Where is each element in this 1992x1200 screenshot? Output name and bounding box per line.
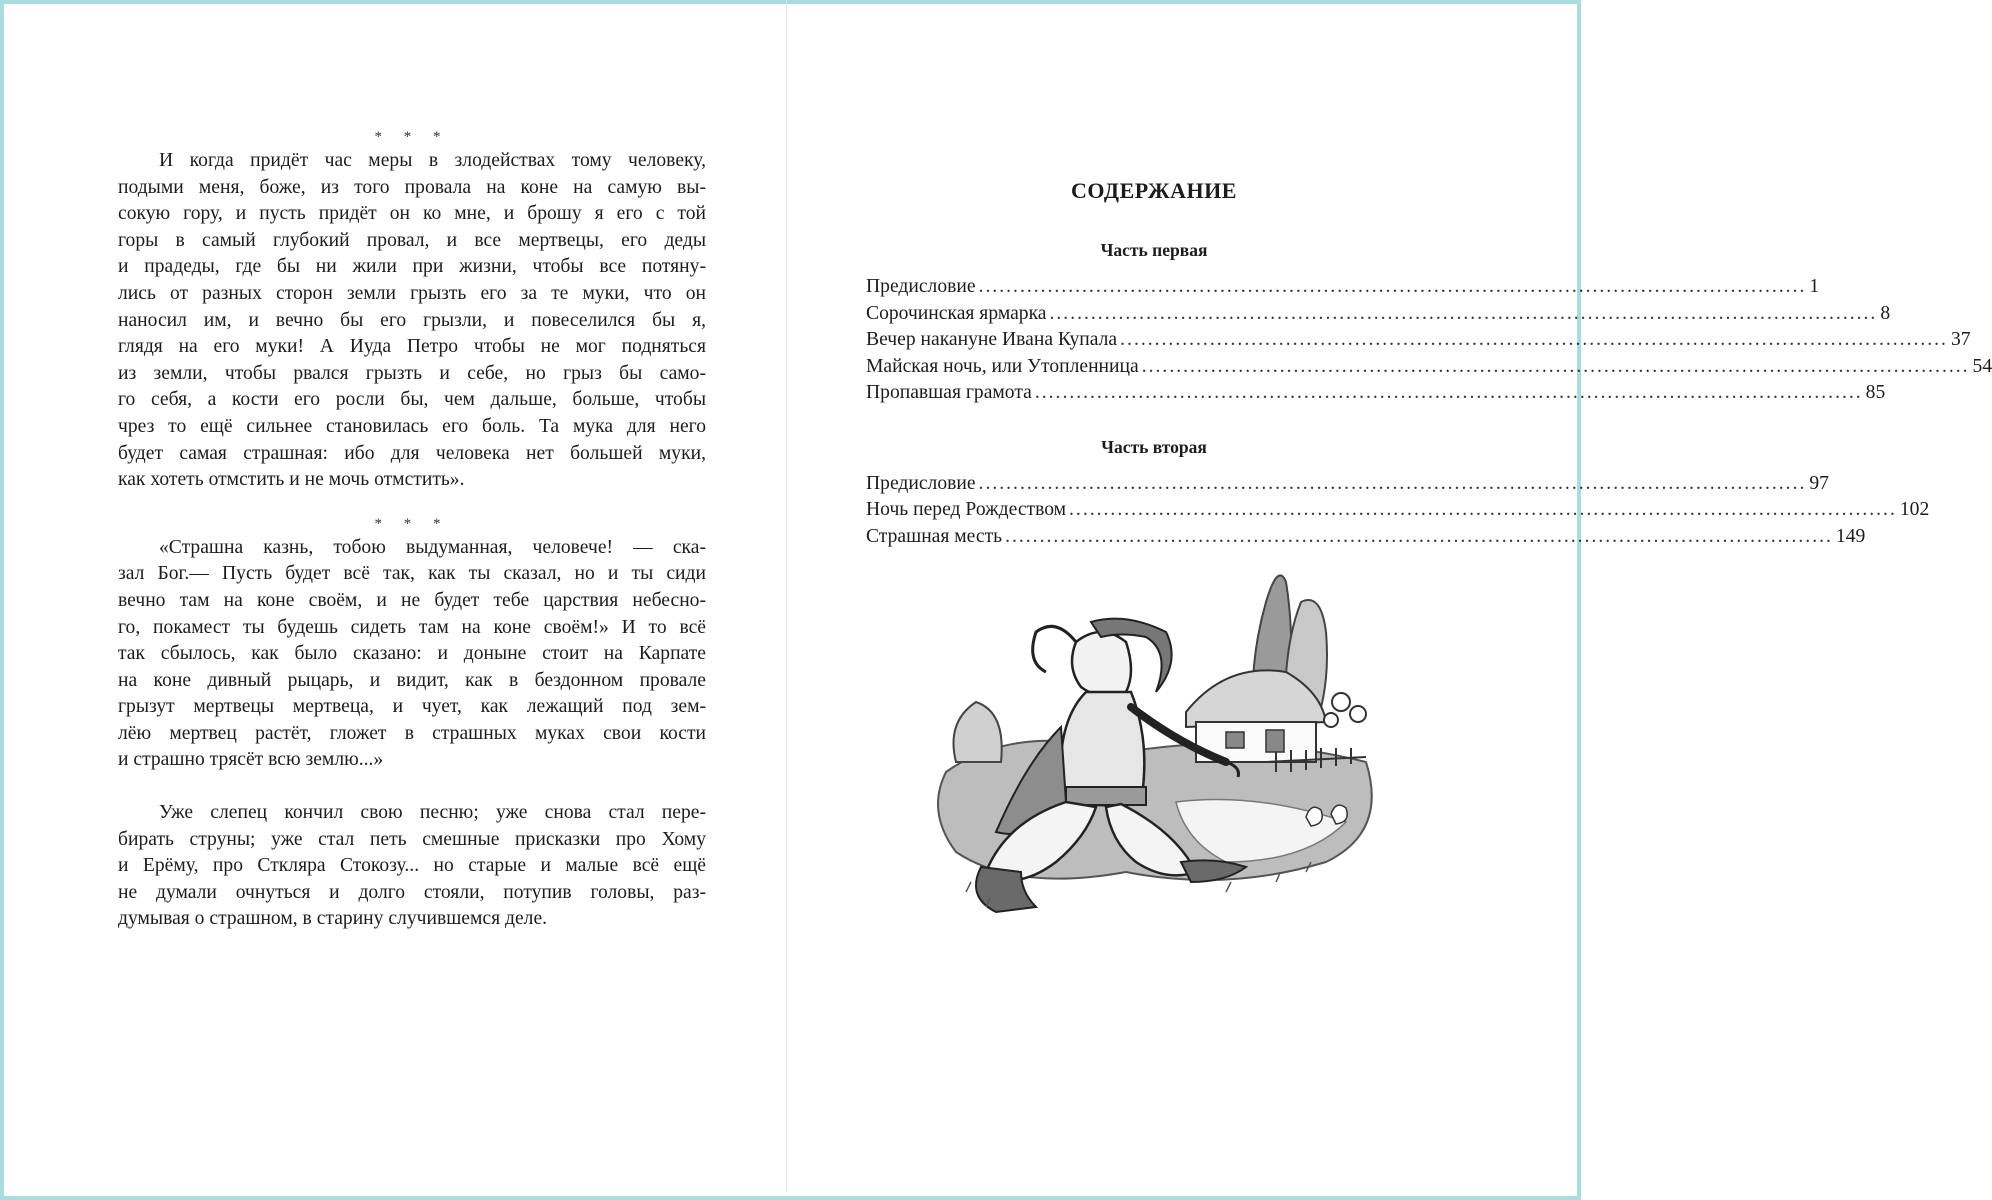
- text-line: и Ерёму, про Сткляра Стокозу... но старые и малые всё ещё: [118, 855, 706, 877]
- toc-entry-title: Вечер накануне Ивана Купала: [866, 329, 1118, 350]
- toc-entry-page: 8: [1880, 302, 1891, 324]
- paragraph-gods-answer: [118, 535, 706, 774]
- page-gutter: [786, 0, 787, 1192]
- text-line: И когда придёт час меры в злодействах тому человеку,: [159, 150, 706, 171]
- text-line: чрез то ещё сильнее становилась его боль. Та мука для него: [118, 415, 706, 437]
- text-line: не думали очнуться и долго стояли, потупив головы, раз-: [118, 881, 706, 903]
- text-line: зал Бог.— Пусть будет всё так, как ты сказал, но и ты сиди: [118, 563, 706, 585]
- toc-entry-title: Ночь перед Рождеством: [866, 499, 1067, 520]
- text-line: и страшно трясёт всю землю...»: [118, 749, 384, 771]
- text-line: так сбылось, как было сказано: и доныне стоит на Карпате: [118, 643, 706, 665]
- toc-entry-title: Сорочинская ярмарка: [866, 302, 1047, 324]
- part-heading: Часть вторая: [1101, 436, 1207, 457]
- text-line: горы в самый глубокий провал, и все мертвецы, его деды: [118, 229, 706, 251]
- text-line: Уже слепец кончил свою песню; уже снова стал пере-: [159, 802, 706, 824]
- text-line: как хотеть отмстить и не мочь отмстить».: [118, 469, 465, 491]
- paragraph-closing: [118, 800, 706, 933]
- toc-entry: [866, 302, 1891, 330]
- toc-entry-page: 97: [1809, 472, 1829, 494]
- part-heading: Часть первая: [1100, 240, 1208, 260]
- toc-entry-page: 102: [1899, 499, 1930, 520]
- paragraph-curse: [118, 148, 706, 494]
- text-line: «Страшна казнь, тобою выдуманная, человече! — ска-: [159, 536, 706, 558]
- right-page: [866, 178, 1992, 552]
- section-separator: * * *: [374, 515, 450, 532]
- text-line: и прадеды, где бы ни жили при жизни, чтобы все потяну-: [118, 256, 706, 278]
- toc-entry-title: Предисловие: [866, 276, 976, 297]
- toc-entry: [866, 329, 1971, 356]
- dancing-cossack-illustration: [926, 562, 1388, 932]
- toc-entry-page: 85: [1865, 382, 1886, 403]
- toc-entry-page: 149: [1835, 525, 1866, 547]
- toc-list-part-1: [866, 276, 1992, 409]
- toc-entry: [866, 499, 1930, 526]
- toc-entry: [866, 382, 1886, 409]
- toc-entry-page: 1: [1809, 276, 1820, 297]
- toc-entry-title: Предисловие: [866, 472, 976, 494]
- text-line: из земли, чтобы рвался грызть и себе, но грыз бы само-: [118, 362, 706, 384]
- toc-entry-title: Страшная месть: [866, 525, 1003, 547]
- toc-leader-dots: ........................................................................................................................: [1005, 525, 1833, 547]
- toc-leader-dots: ........................................................................................................................: [1120, 329, 1948, 350]
- toc-entry-title: Майская ночь, или Утопленница: [866, 355, 1139, 377]
- toc-list-part-2: [866, 472, 1930, 553]
- text-line: думывая о страшном, в старину случившемся деле.: [118, 908, 548, 930]
- text-line: го себя, а кости его росли бы, чем дальше, больше, чтобы: [118, 389, 706, 411]
- text-line: вечно там на коне своём, и не будет тебе царствия небесно-: [118, 589, 706, 611]
- toc-leader-dots: ........................................................................................................................: [1049, 302, 1878, 324]
- toc-leader-dots: ........................................................................................................................: [978, 276, 1807, 297]
- text-line: лёю мертвец растёт, гложет в страшных муках свои кости: [118, 722, 706, 744]
- toc-entry: [866, 472, 1829, 500]
- text-line: сокую гору, и пусть придёт он ко мне, и брошу я его с той: [118, 203, 706, 225]
- toc-entry-page: 54: [1972, 355, 1992, 377]
- text-line: подыми меня, боже, из того провала на коне на самую вы-: [118, 176, 706, 198]
- text-line: го, покамест ты будешь сидеть там на коне своём!» И то всё: [118, 616, 706, 638]
- toc-title: СОДЕРЖАНИЕ: [1071, 178, 1237, 203]
- toc-entry-title: Пропавшая грамота: [866, 382, 1032, 403]
- toc-leader-dots: ........................................................................................................................: [1069, 499, 1897, 520]
- text-line: на коне дивный рыцарь, и видит, как в бездонном провале: [118, 669, 706, 691]
- text-line: лись от разных сторон земли грызть его за те муки, что он: [118, 282, 706, 304]
- toc-leader-dots: ........................................................................................................................: [978, 472, 1807, 494]
- toc-entry-page: 37: [1950, 329, 1971, 350]
- toc-entry: [866, 276, 1820, 303]
- toc-leader-dots: ........................................................................................................................: [1141, 355, 1970, 377]
- left-page: [118, 128, 706, 933]
- text-line: наносил им, и вечно бы его грызли, и повеселился бы я,: [118, 309, 706, 331]
- text-line: бирать струны; уже стал петь смешные присказки про Хому: [118, 828, 706, 850]
- toc-entry: [866, 355, 1992, 383]
- text-line: грызут мертвецы мертвеца, и чует, как лежащий под зем-: [118, 696, 706, 718]
- section-separator: * * *: [374, 129, 450, 145]
- text-line: глядя на его муки! А Иуда Петро чтобы не мог подняться: [118, 336, 706, 358]
- toc-leader-dots: ........................................................................................................................: [1034, 382, 1863, 403]
- text-line: будет самая страшная: ибо для человека нет большей муки,: [118, 442, 706, 464]
- toc-entry: [866, 525, 1866, 553]
